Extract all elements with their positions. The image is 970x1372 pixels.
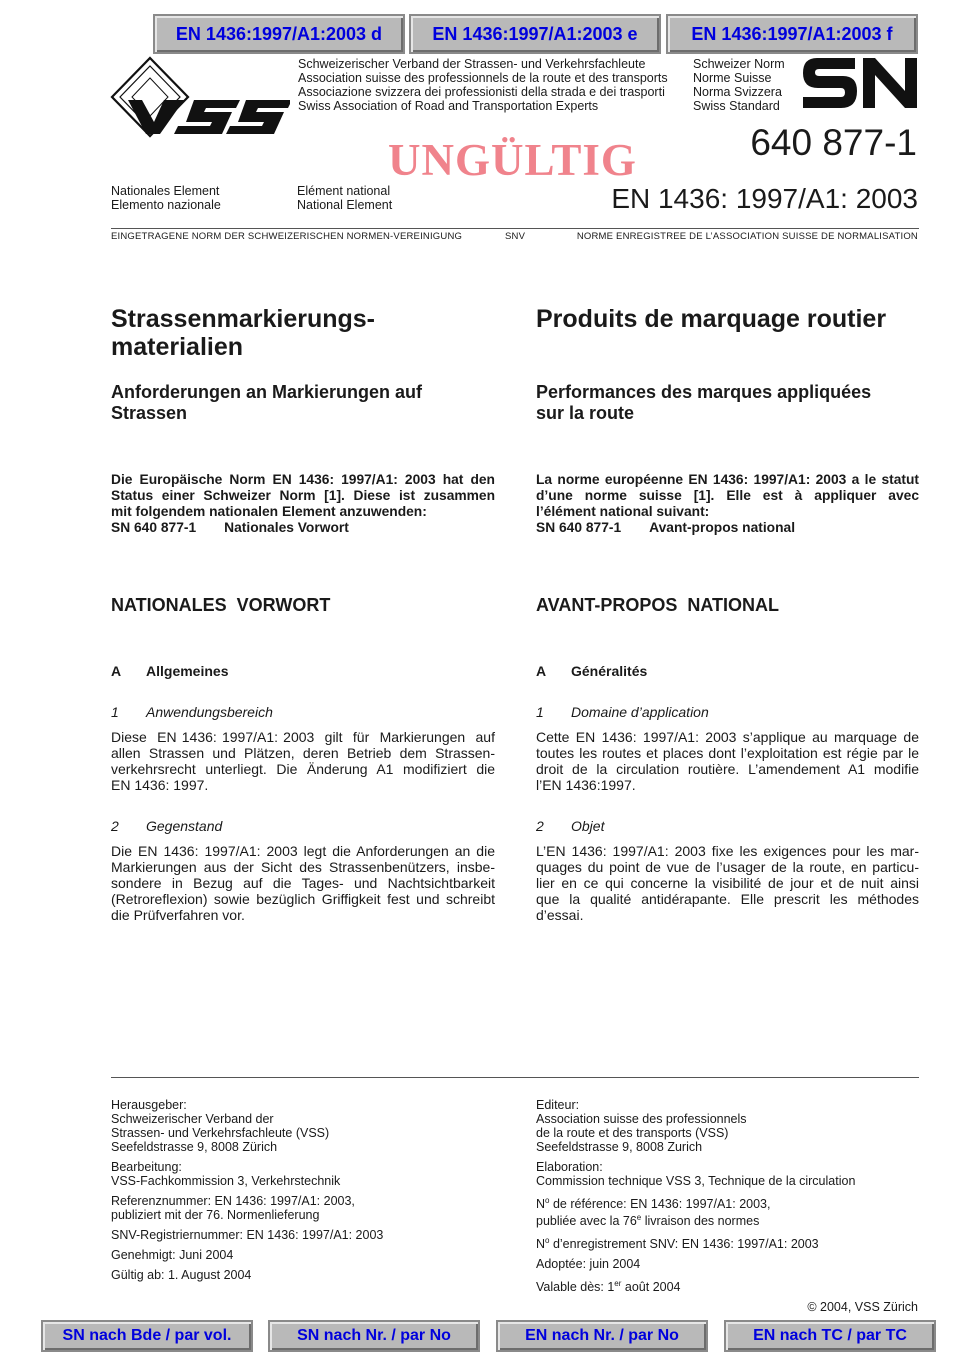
section-title-fr: Généralités [571, 663, 648, 679]
footer-fr-publisher-line: de la route et des transports (VSS) [536, 1126, 729, 1140]
title-fr [536, 305, 936, 333]
foreword-heading-fr: AVANT-PROPOS NATIONAL [536, 595, 779, 615]
valid-part: Valable dès: 1 [536, 1280, 615, 1295]
element-label-it: Elemento nazionale [111, 198, 221, 212]
footer-de [111, 1098, 511, 1282]
sub1-num-fr: 1 [536, 704, 544, 720]
para-line: l’EN 1436:1997. [536, 777, 636, 793]
ref-sup: o [545, 1196, 550, 1205]
intro-de-line: mit folgendem nationalen Element anzuwenden: [111, 504, 427, 519]
sn-logo-graphic [803, 58, 919, 108]
element-label-fr: Elément national [297, 184, 391, 198]
title-fr-line: Produits de marquage routier [536, 305, 887, 333]
nav-button-sn-by-volume[interactable]: SN nach Bde / par vol. [41, 1320, 253, 1352]
footer-de-reference: Referenznummer: EN 1436: 1997/A1: 2003, [111, 1194, 355, 1208]
intro-de-ref [111, 520, 495, 536]
footer-fr [536, 1098, 936, 1295]
footer-fr-valid [536, 1277, 936, 1294]
association-name-fr: Association suisse des professionnels de la route et des transports [298, 71, 668, 85]
subtitle-fr [536, 382, 936, 424]
subtitle-de-line: Strassen [111, 403, 188, 423]
footer-divider [111, 1077, 919, 1078]
sub1-num-de: 1 [111, 704, 119, 720]
subtitle-fr-line: sur la route [536, 403, 635, 423]
registry-fr: NORME ENREGISTREE DE L’ASSOCIATION SUISSE DE NORMALISATION [576, 231, 918, 242]
para-line: Cette EN 1436: 1997/A1: 2003 s’applique au marquage de [536, 729, 919, 745]
footer-fr-publisher-label: Editeur: [536, 1098, 580, 1112]
subtitle-de-line: Anforderungen an Markierungen auf [111, 382, 423, 402]
element-label-right [297, 184, 392, 212]
footer-de-publisher-line: Seefeldstrasse 9, 8008 Zürich [111, 1140, 278, 1154]
standard-type [693, 57, 803, 113]
association-name-en: Swiss Association of Road and Transportation Experts [298, 99, 599, 113]
para-line: que la qualité antidérapante. Elle prescrit les méthodes [536, 891, 919, 907]
footer-fr-publisher-line: Association suisse des professionnels [536, 1112, 747, 1126]
footer-de-editing-label: Bearbeitung: [111, 1160, 182, 1174]
sub2-num-fr: 2 [536, 818, 544, 834]
standard-type-it: Norma Svizzera [693, 85, 782, 99]
title-de-line: materialien [111, 333, 244, 361]
standard-type-fr: Norme Suisse [693, 71, 772, 85]
intro-fr-ref-code: SN 640 877-1 [536, 520, 622, 535]
para1-fr [536, 729, 919, 793]
ref-part: de référence: EN 1436: 1997/A1: 2003, [549, 1197, 771, 1212]
standard-type-en: Swiss Standard [693, 99, 780, 113]
ref-sup: e [636, 1213, 642, 1223]
footer-de-publisher-line: Schweizerischer Verband der [111, 1112, 274, 1126]
element-label-de: Nationales Element [111, 184, 220, 198]
para-line: lier en ce qui concerne la visibilité de jour et de nuit ainsi [536, 875, 919, 891]
vss-logo-text: VSS [112, 56, 115, 57]
intro-de-line: Status einer Schweizer Norm [1]. Diese ist zusammen [111, 488, 495, 503]
header-divider [111, 228, 919, 229]
sn-logo [803, 58, 919, 108]
lang-button-french[interactable]: EN 1436:1997/A1:2003 f [666, 14, 918, 54]
sub1-title-fr: Domaine d’application [571, 704, 709, 720]
intro-de-ref-name: Nationales Vorwort [224, 520, 349, 535]
section-title-de: Allgemeines [146, 663, 229, 679]
invalid-stamp: UNGÜLTIG [388, 135, 637, 185]
subtitle-de [111, 382, 511, 424]
intro-fr-line: La norme européenne EN 1436: 1997/A1: 2003 a le statut [536, 472, 919, 487]
lang-button-english[interactable]: EN 1436:1997/A1:2003 e [409, 14, 661, 54]
footer-de-registry: SNV-Registriernummer: EN 1436: 1997/A1: 2003 [111, 1228, 384, 1242]
foreword-heading-de: NATIONALES VORWORT [111, 595, 331, 615]
section-letter-fr: A [536, 663, 547, 679]
nav-button-sn-by-number[interactable]: SN nach Nr. / par No [268, 1320, 480, 1352]
para-line: Die EN 1436: 1997/A1: 2003 legt die Anforderungen an die [111, 843, 495, 859]
footer-fr-editing-label: Elaboration: [536, 1160, 603, 1174]
para2-de [111, 843, 495, 923]
footer-fr-registry [536, 1234, 936, 1251]
element-label-en: National Element [297, 198, 393, 212]
vss-logo [110, 56, 290, 140]
intro-fr-ref-name: Avant-propos national [649, 520, 796, 535]
para-line: allen Strassen und Plätzen, deren Betrieb dem Strassen- [111, 745, 495, 761]
title-de [111, 305, 511, 361]
para1-de [111, 729, 495, 793]
reg-part: N [536, 1237, 546, 1252]
para-line: quages du point de vue de l’usager de la route, en particu- [536, 859, 919, 875]
standard-type-de: Schweizer Norm [693, 57, 785, 71]
association-name-de: Schweizerischer Verband der Strassen- und Verkehrsfachleute [298, 57, 646, 71]
sub2-title-de: Gegenstand [146, 818, 223, 834]
para-line: die Prüfverfahren vor. [111, 907, 245, 923]
element-label-left [111, 184, 221, 212]
intro-de-ref-code: SN 640 877-1 [111, 520, 197, 535]
intro-fr [536, 472, 919, 536]
nav-button-en-by-number[interactable]: EN nach Nr. / par No [496, 1320, 708, 1352]
para-line: Diese EN 1436: 1997/A1: 2003 gilt für Markierungen auf [111, 729, 495, 745]
registry-center: SNV [505, 231, 526, 242]
para-line: droit de la circulation routière. L’amendement A1 modifie [536, 761, 919, 777]
intro-de [111, 472, 495, 536]
para-line: EN 1436: 1997. [111, 777, 209, 793]
para-line: L’EN 1436: 1997/A1: 2003 fixe les exigences pour les mar- [536, 843, 919, 859]
para-line: verkehrsrecht unterliegt. Die Änderung A1 modifiziert die [111, 761, 495, 777]
sub1-title-de: Anwendungsbereich [146, 704, 273, 720]
footer-de-editing: VSS-Fachkommission 3, Verkehrstechnik [111, 1174, 341, 1188]
para-line: d’essai. [536, 907, 584, 923]
para-line: toutes les routes et places dont l’exploitation est régie par le [536, 745, 919, 761]
footer-de-reference: publiziert mit der 76. Normenlieferung [111, 1208, 320, 1222]
lang-button-german[interactable]: EN 1436:1997/A1:2003 d [153, 14, 405, 54]
intro-de-line: Die Europäische Norm EN 1436: 1997/A1: 2003 hat den [111, 472, 495, 487]
intro-fr-ref [536, 520, 919, 536]
standard-number: 640 877-1 [750, 122, 917, 163]
title-de-line: Strassenmarkierungs- [111, 305, 376, 333]
intro-fr-line: l’élément national suivant: [536, 504, 710, 519]
registry-de: EINGETRAGENE NORM DER SCHWEIZERISCHEN NORMEN-VEREINIGUNG [111, 231, 463, 242]
vss-logo-graphic [110, 56, 290, 140]
valid-sup: er [614, 1279, 622, 1289]
reg-sup: o [545, 1236, 550, 1246]
footer-de-valid: Gültig ab: 1. August 2004 [111, 1268, 252, 1282]
footer-fr-reference [536, 1194, 936, 1211]
subtitle-fr-line: Performances des marques appliquées [536, 382, 872, 402]
para-line: (Retroreflexion) sowie bezüglich Griffigkeit fest und schreibt [111, 891, 495, 907]
para2-fr [536, 843, 919, 923]
footer-fr-publisher-line: Seefeldstrasse 9, 8008 Zurich [536, 1140, 703, 1154]
intro-fr-line: d’une norme suisse [1]. Elle est à appliquer avec [536, 488, 919, 503]
ref-part: livraison des normes [641, 1214, 760, 1229]
association-name-it: Associazione svizzera dei professionisti della strada e dei trasporti [298, 85, 665, 99]
section-letter-de: A [111, 663, 122, 679]
ref-part: publiée avec la 76 [536, 1214, 637, 1229]
sub2-num-de: 2 [111, 818, 119, 834]
association-names [298, 57, 688, 113]
ref-part: N [536, 1197, 546, 1212]
reg-part: d’enregistrement SNV: EN 1436: 1997/A1: 2003 [549, 1237, 819, 1252]
sub2-title-fr: Objet [571, 818, 605, 834]
para-line: Markierungen aus der Sicht des Strassenbenützers, insbe- [111, 859, 495, 875]
footer-de-approved: Genehmigt: Juni 2004 [111, 1248, 234, 1262]
footer-de-publisher-label: Herausgeber: [111, 1098, 187, 1112]
footer-fr-reference [536, 1211, 936, 1228]
footer-fr-editing: Commission technique VSS 3, Technique de la circulation [536, 1174, 856, 1188]
para-line: sondere in Bezug auf die Tages- und Nachtsichtbarkeit [111, 875, 495, 891]
valid-part: août 2004 [621, 1280, 681, 1295]
footer-fr-approved: Adoptée: juin 2004 [536, 1257, 641, 1272]
copyright: © 2004, VSS Zürich [807, 1300, 918, 1314]
nav-button-en-by-tc[interactable]: EN nach TC / par TC [724, 1320, 936, 1352]
footer-de-publisher-line: Strassen- und Verkehrsfachleute (VSS) [111, 1126, 330, 1140]
en-reference: EN 1436: 1997/A1: 2003 [611, 183, 918, 214]
